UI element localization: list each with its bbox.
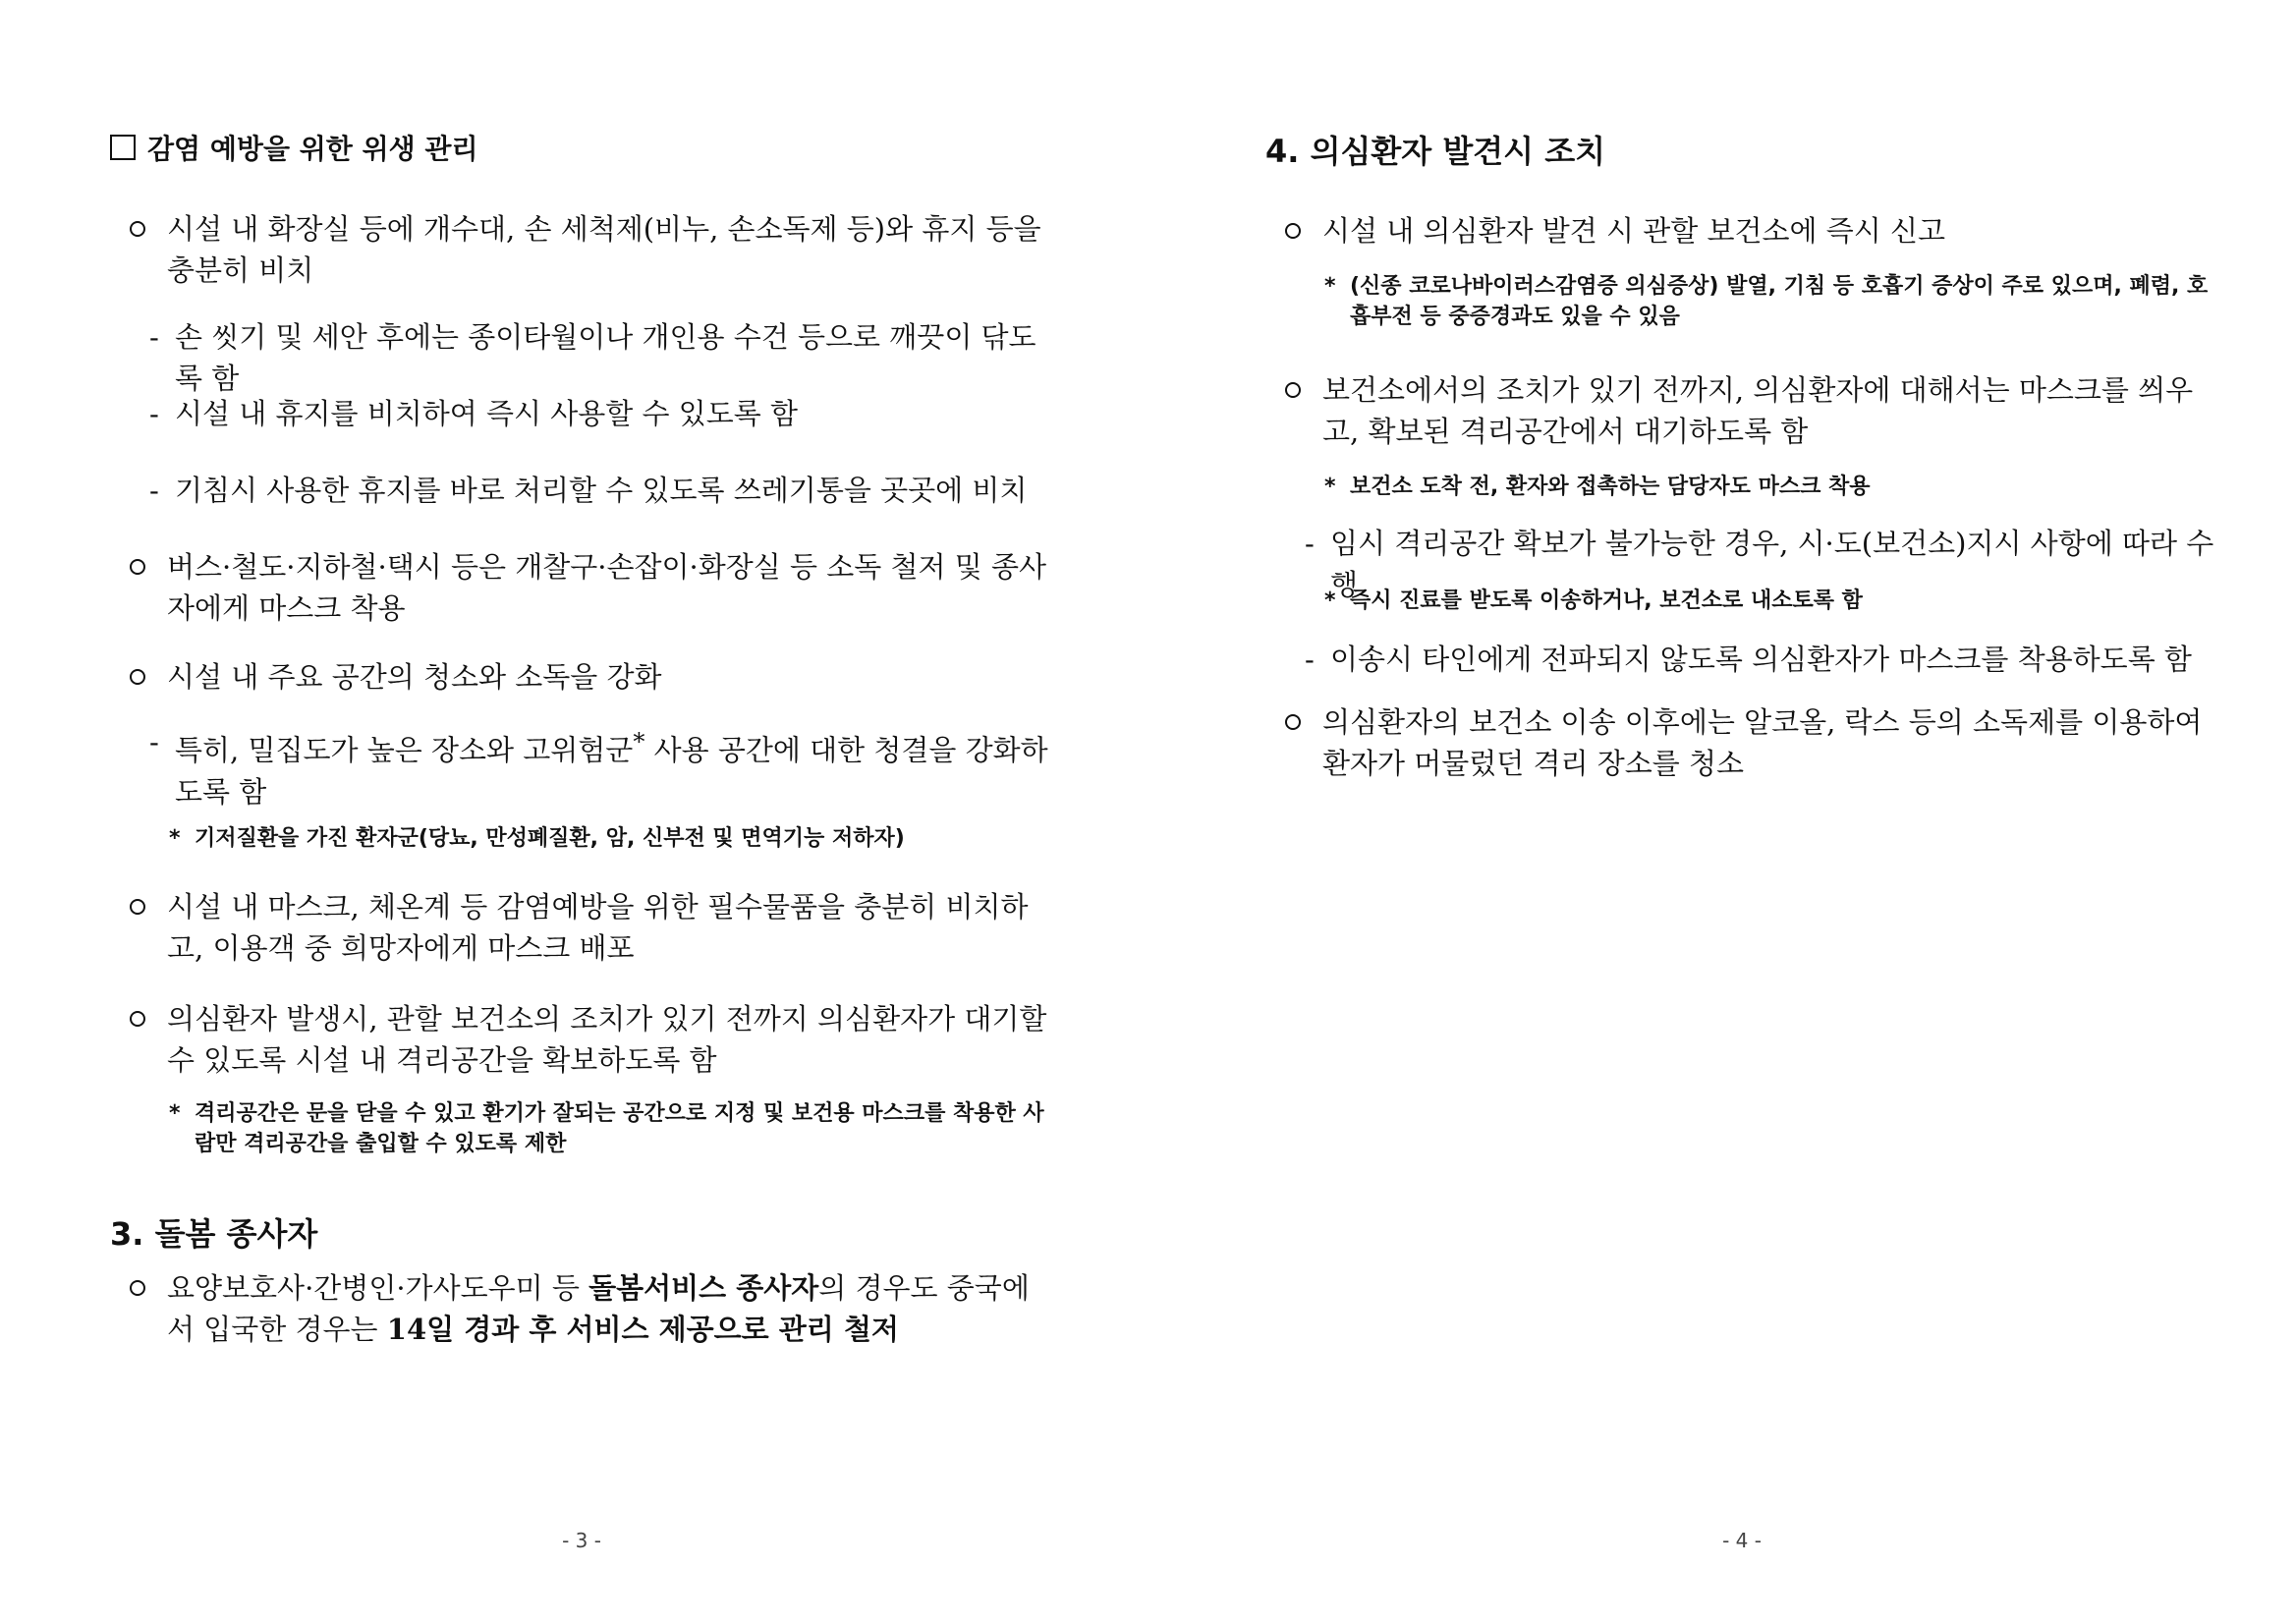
dash-marker: - (149, 397, 159, 430)
note-item (167, 823, 1051, 854)
dash-item (1305, 639, 2218, 680)
left-page (110, 0, 1053, 1624)
bullet-item (130, 208, 1053, 291)
dash-item (149, 393, 1053, 434)
note-text: (신종 코로나바이러스감염증 의심증상) 발열, 기침 등 호흡기 증상이 주로 있으며, 폐렴, 호흡부전 등 중증경과도 있을 수 있음 (1350, 274, 2209, 329)
circle-bullet-icon (130, 1011, 145, 1027)
dash-marker: - (149, 474, 159, 507)
circle-bullet-icon (130, 1280, 145, 1296)
checkbox-square-icon (110, 135, 136, 160)
note-text: 기저질환을 가진 환자군(당뇨, 만성폐질환, 암, 신부전 및 면역기능 저하자) (195, 826, 905, 851)
bullet-text: 보건소에서의 조치가 있기 전까지, 의심환자에 대해서는 마스크를 씌우고, 확보된 격리공간에서 대기하도록 함 (1322, 373, 2194, 448)
dash-marker: - (1305, 527, 1315, 560)
circle-bullet-icon (1285, 382, 1301, 398)
circle-bullet-icon (1285, 223, 1301, 239)
bullet-item (1285, 369, 2218, 452)
dash-item (149, 316, 1053, 399)
bullet-text: 시설 내 의심환자 발견 시 관할 보건소에 즉시 신고 (1322, 214, 1946, 248)
bullet-item (130, 656, 1053, 698)
asterisk-marker: * (1324, 475, 1336, 499)
dash-text: 기침시 사용한 휴지를 바로 처리할 수 있도록 쓰레기통을 곳곳에 비치 (175, 474, 1028, 507)
bullet-item (130, 886, 1053, 969)
bullet-item (130, 998, 1053, 1081)
dash-marker: - (149, 725, 159, 758)
page-number: - 3 - (562, 1529, 601, 1552)
dash-text: 이송시 타인에게 전파되지 않도록 의심환자가 마스크를 착용하도록 함 (1330, 643, 2192, 676)
bullet-text: 시설 내 주요 공간의 청소와 소독을 강화 (167, 660, 662, 694)
bullet-text: 의심환자 발생시, 관할 보건소의 조치가 있기 전까지 의심환자가 대기할 수 있도록 시설 내 격리공간을 확보하도록 함 (167, 1002, 1047, 1077)
note-text: 즉시 진료를 받도록 이송하거나, 보건소로 내소토록 함 (1350, 588, 1863, 613)
bullet-text-emphasis: 14일 경과 후 서비스 제공으로 관리 철저 (386, 1313, 899, 1346)
bullet-item (1285, 701, 2218, 784)
footnote-marker: * (633, 728, 645, 756)
bullet-item (1285, 210, 2218, 252)
asterisk-marker: * (1324, 588, 1336, 613)
bullet-text-emphasis: 돌봄서비스 종사자 (588, 1271, 819, 1305)
dash-text: 시설 내 휴지를 비치하여 즉시 사용할 수 있도록 함 (175, 397, 799, 430)
dash-marker: - (149, 320, 159, 354)
right-page (1265, 0, 2218, 1624)
circle-bullet-icon (1285, 714, 1301, 730)
circle-bullet-icon (130, 669, 145, 685)
dash-item (149, 470, 1053, 511)
note-item (1322, 271, 2216, 332)
dash-item (149, 721, 1053, 812)
bullet-text: 시설 내 마스크, 체온계 등 감염예방을 위한 필수물품을 충분히 비치하고, 이용객 중 희망자에게 마스크 배포 (167, 890, 1029, 965)
section-heading-care-workers: 3. 돌봄 종사자 (110, 1215, 318, 1253)
bullet-text: 의심환자의 보건소 이송 이후에는 알코올, 락스 등의 소독제를 이용하여 환자가 머물렀던 격리 장소를 청소 (1322, 705, 2203, 780)
dash-text-part: 사용 공간에 대한 청결을 강화하도록 함 (175, 733, 1048, 809)
circle-bullet-icon (130, 899, 145, 915)
bullet-item (130, 546, 1053, 629)
circle-bullet-icon (130, 559, 145, 575)
bullet-item (130, 1267, 1053, 1350)
bullet-text: 버스·철도·지하철·택시 등은 개찰구·손잡이·화장실 등 소독 철저 및 종사자에게 마스크 착용 (167, 550, 1047, 625)
circle-bullet-icon (130, 221, 145, 237)
bullet-text-part: 요양보호사·간병인·가사도우미 등 (167, 1271, 589, 1305)
dash-text-part: 특히, 밀집도가 높은 장소와 고위험군 (175, 733, 634, 767)
bullet-text-part: 의 경우도 중국에서 입국한 경우는 (167, 1271, 1030, 1346)
note-item (1322, 586, 2216, 616)
dash-text: 임시 격리공간 확보가 불가능한 경우, 시·도(보건소)지시 사항에 따라 수행 (1330, 527, 2214, 601)
section-heading-suspected-patient: 4. 의심환자 발견시 조치 (1265, 133, 1606, 170)
note-item (1322, 472, 2216, 502)
asterisk-marker: * (169, 1101, 181, 1126)
bullet-text: 시설 내 화장실 등에 개수대, 손 세척제(비누, 손소독제 등)와 휴지 등을 충분히 비치 (167, 212, 1041, 287)
asterisk-marker: * (169, 826, 181, 851)
asterisk-marker: * (1324, 274, 1336, 299)
section-heading-text: 감염 예방을 위한 위생 관리 (147, 133, 478, 165)
dash-marker: - (1305, 643, 1315, 676)
note-text: 보건소 도착 전, 환자와 접촉하는 담당자도 마스크 착용 (1350, 475, 1871, 499)
note-item (167, 1098, 1051, 1159)
page-number: - 4 - (1722, 1529, 1762, 1552)
section-heading-hygiene (110, 130, 478, 169)
note-text: 격리공간은 문을 닫을 수 있고 환기가 잘되는 공간으로 지정 및 보건용 마스크를 착용한 사람만 격리공간을 출입할 수 있도록 제한 (195, 1101, 1044, 1156)
dash-text: 손 씻기 및 세안 후에는 종이타월이나 개인용 수건 등으로 깨끗이 닦도록 함 (175, 320, 1036, 395)
